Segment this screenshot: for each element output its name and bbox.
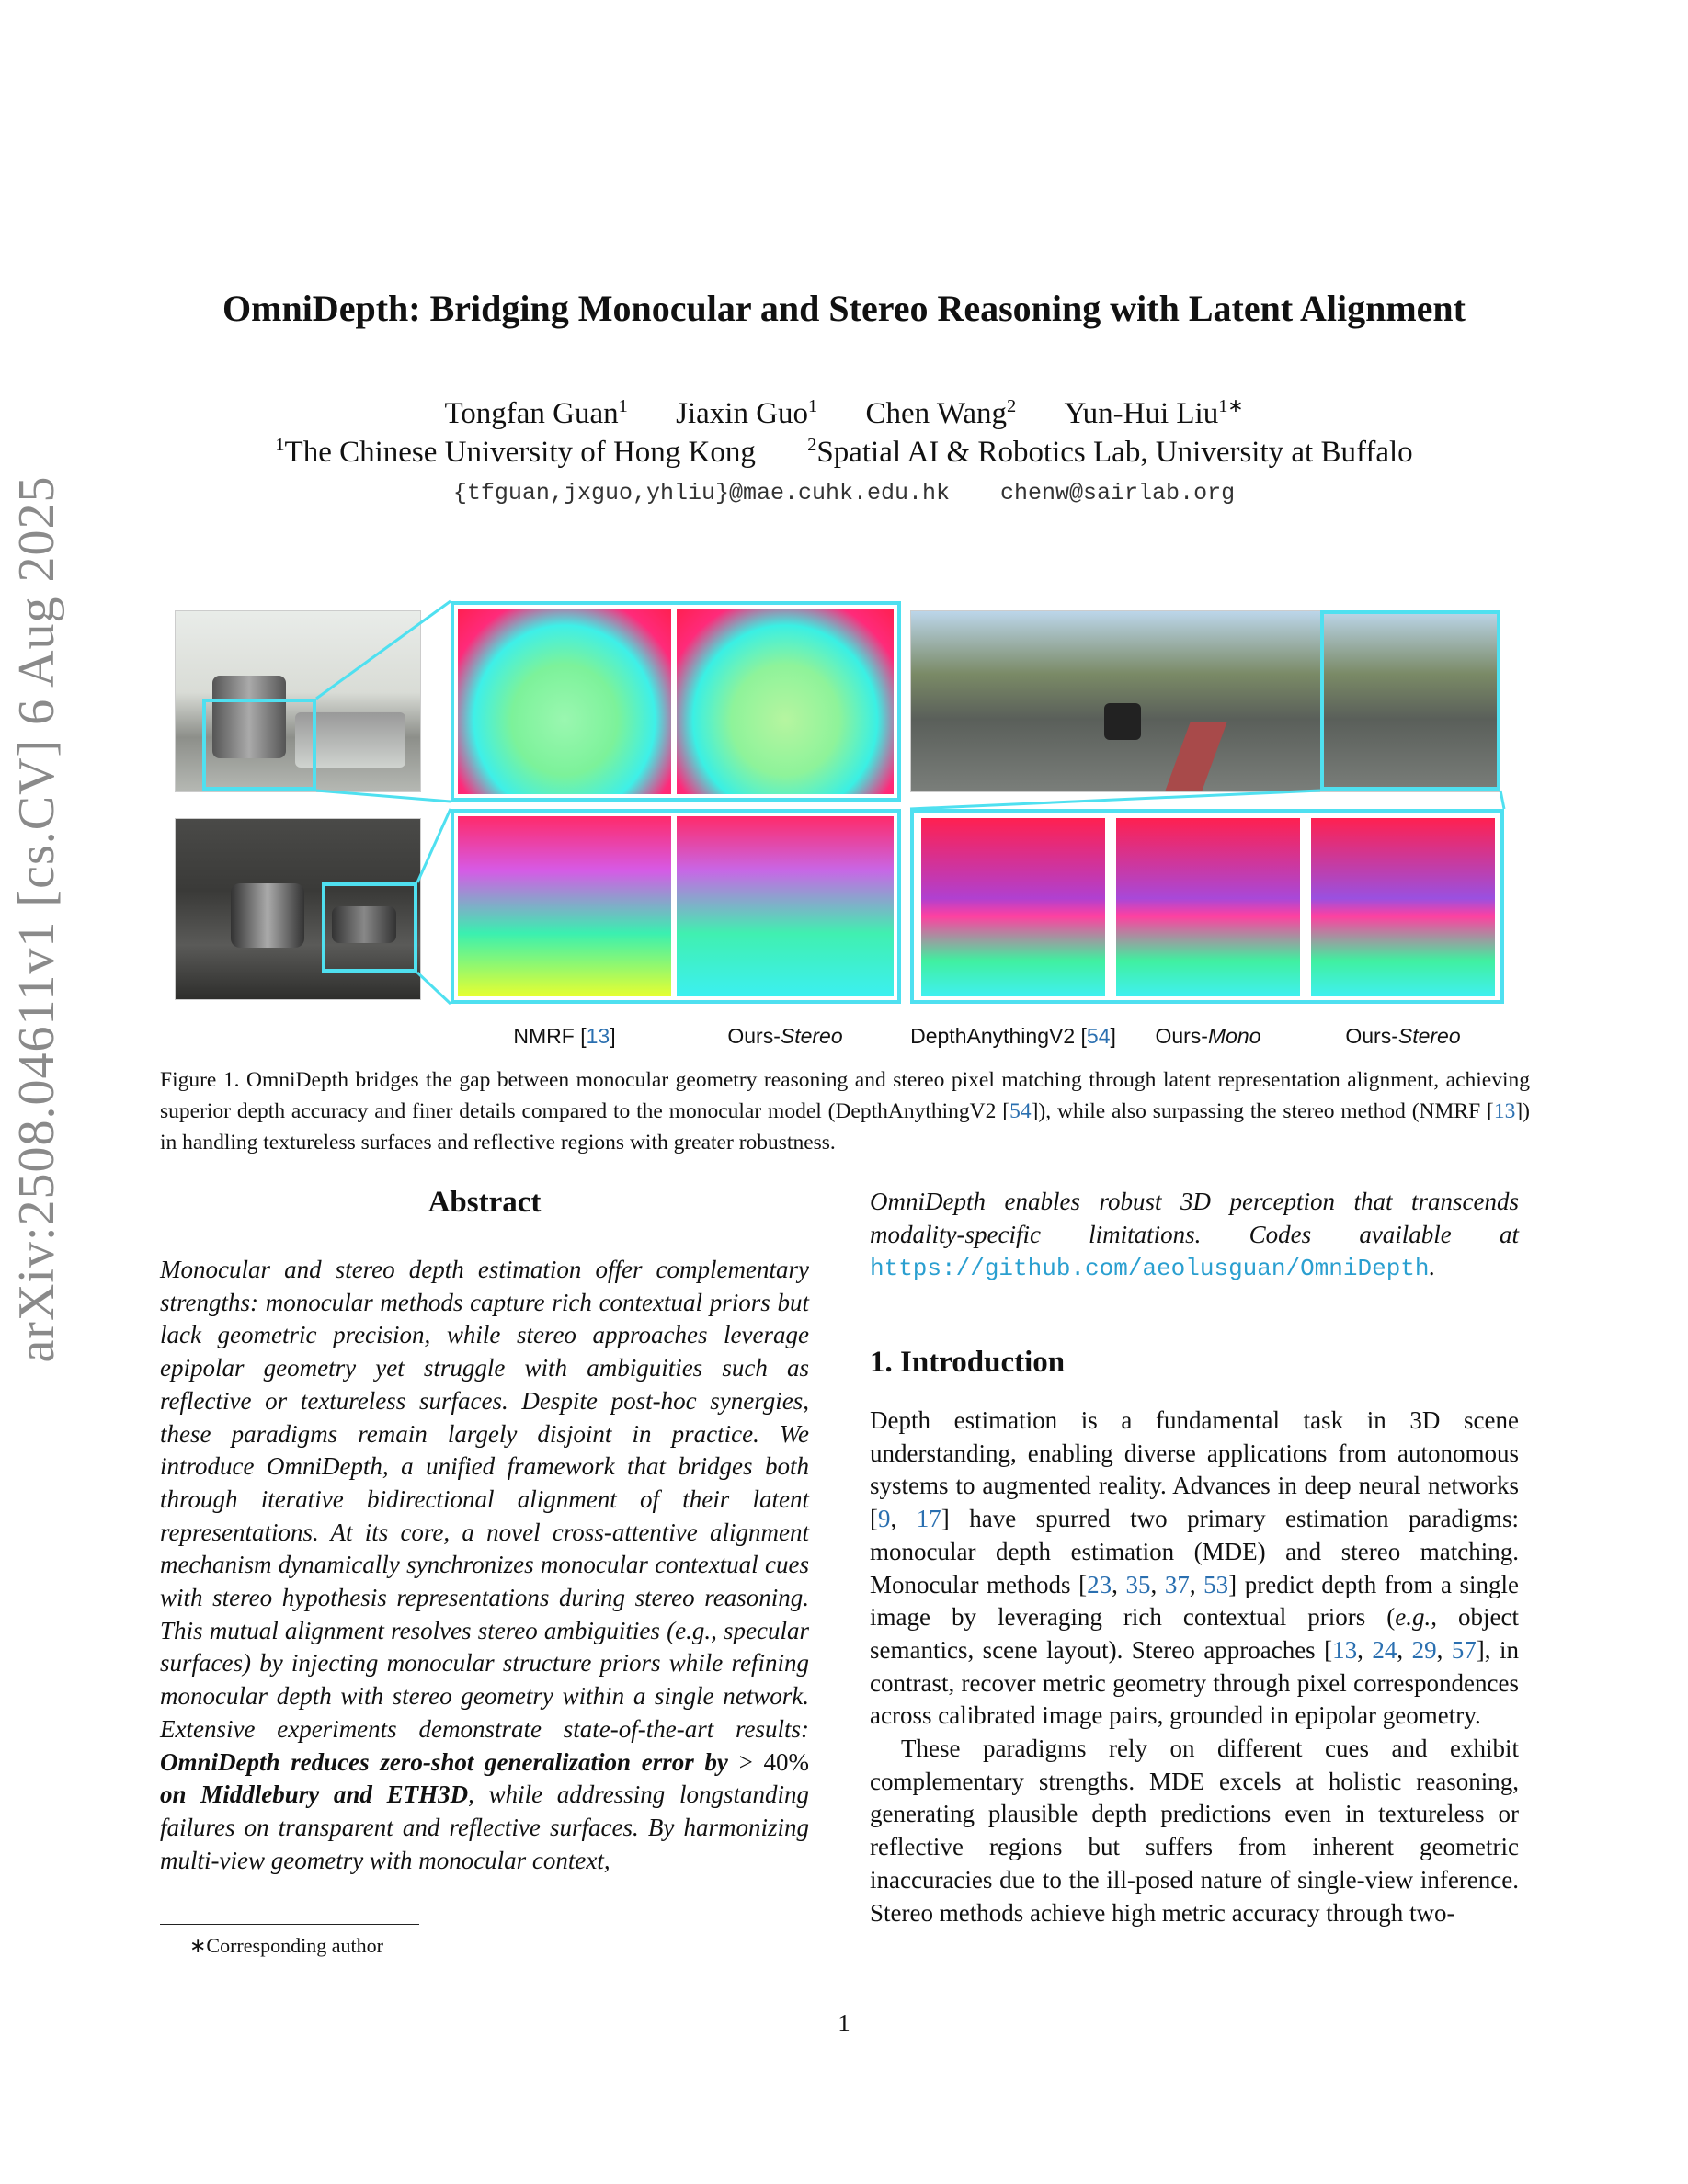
code-url-link[interactable]: https://github.com/aeolusguan/OmniDepth (870, 1255, 1430, 1283)
introduction-text (870, 1405, 1519, 1929)
zoom-connector-lines (0, 0, 1688, 1057)
author: Jiaxin Guo$^1$ (676, 396, 818, 430)
paragraph: These paradigms rely on different cues and exhibit complementary strengths. MDE excels at holistic reasoning, generating plausible depth predictions even in textureless or reflective regions but suffers from inherent geometric inaccuracies due to the ill-posed nature of single-view inference. Stereo methods achieve high metric accuracy through two- (870, 1735, 1519, 1927)
citation-link[interactable]: 17 (916, 1505, 941, 1533)
panel-label: DepthAnythingV2 [54] (910, 1024, 1116, 1048)
citation-link[interactable]: 23 (1087, 1570, 1112, 1598)
affiliation: $^2$Spatial AI & Robotics Lab, University at Buffalo (807, 435, 1413, 469)
citation-link[interactable]: 37 (1164, 1570, 1190, 1598)
abstract-continuation: OmniDepth enables robust 3D perception that transcends modality-specific limitations. Codes available at https://github.com/aeolusguan/OmniDepth. (870, 1188, 1519, 1283)
citation-link[interactable]: 29 (1411, 1635, 1437, 1664)
figure-1 (0, 0, 1688, 1057)
email-address[interactable]: chenw@sairlab.org (1000, 480, 1236, 506)
citation-link[interactable]: 53 (1203, 1570, 1229, 1598)
panel-label: Ours-Stereo (727, 1024, 843, 1048)
author: Tongfan Guan$^1$ (444, 396, 628, 430)
section-heading: 1. Introduction (870, 1346, 1066, 1379)
panel-label: NMRF [13] (513, 1024, 616, 1048)
author: Chen Wang$^2$ (865, 396, 1017, 430)
panel-label: Ours-Stereo (1345, 1024, 1461, 1048)
affiliation: $^1$The Chinese University of Hong Kong (275, 435, 756, 469)
citation-link[interactable]: 35 (1125, 1570, 1151, 1598)
page-number: 1 (838, 2009, 850, 2037)
paragraph: Depth estimation is a fundamental task in 3D scene understanding, enabling diverse applications from autonomous systems to augmented reality. Advances in deep neural networks [9, 17] have spurred two primary estimation paradigms: monocular depth estimation (MDE) and stereo matching. Monocular methods [23, 35, 37, 53] predict depth from a single image by leveraging rich contextual priors (e.g., object semantics, scene layout). Stereo approaches [13, 24, 29, 57], in contrast, recover metric geometry through pixel correspondences across calibrated image pairs, grounded in epipolar geometry. (870, 1406, 1520, 1730)
footnote: ∗Corresponding author (189, 1934, 383, 1957)
citation-link[interactable]: 13 (1493, 1099, 1516, 1123)
abstract-heading: Abstract (428, 1186, 542, 1219)
figure-caption: Figure 1. OmniDepth bridges the gap between monocular geometry reasoning and stereo pixel matching through latent representation alignment, achieving superior depth accuracy and finer details compared to the monocular model (DepthAnythingV2 [54]), while also surpassing the stereo method (NMRF [13]) in handling textureless surfaces and reflective regions with greater robustness. (160, 1068, 1531, 1155)
citation-link[interactable]: 24 (1372, 1635, 1397, 1664)
footnote-rule (160, 1924, 419, 1925)
abstract-text: Monocular and stereo depth estimation offer complementary strengths: monocular methods capture rich contextual priors but lack geometric precision, while stereo approaches leverage epipolar geometry yet struggle with ambiguities such as reflective or textureless surfaces. Despite post-hoc synergies, these paradigms remain largely disjoint in practice. We introduce OmniDepth, a unified framework that bridges both through iterative bidirectional alignment of their latent representations. At its core, a novel cross-attentive alignment mechanism dynamically synchronizes monocular contextual cues with stereo hypothesis representations during stereo reasoning. This mutual alignment resolves stereo ambiguities (e.g., specular surfaces) by injecting monocular structure priors while refining monocular depth with stereo geometry within a single network. Extensive experiments demonstrate state-of-the-art results: OmniDepth reduces zero-shot generalization error by > 40% on Middlebury and ETH3D, while addressing longstanding failures on transparent and reflective surfaces. By harmonizing multi-view geometry with monocular context, (160, 1256, 809, 1874)
paper-title: OmniDepth: Bridging Monocular and Stereo Reasoning with Latent Alignment (222, 288, 1466, 329)
arxiv-id-text: arXiv:2508.04611v1 [cs.CV] 6 Aug 2025 (8, 475, 65, 1363)
citation-link[interactable]: 9 (878, 1505, 891, 1533)
panel-label: Ours-Mono (1155, 1024, 1261, 1048)
citation-link[interactable]: 57 (1451, 1635, 1477, 1664)
citation-link[interactable]: 54 (1009, 1099, 1032, 1123)
email-address[interactable]: {tfguan,jxguo,yhliu}@mae.cuhk.edu.hk (452, 480, 951, 506)
citation-link[interactable]: 13 (1332, 1635, 1358, 1664)
author: Yun-Hui Liu$^{1∗}$ (1064, 396, 1244, 430)
